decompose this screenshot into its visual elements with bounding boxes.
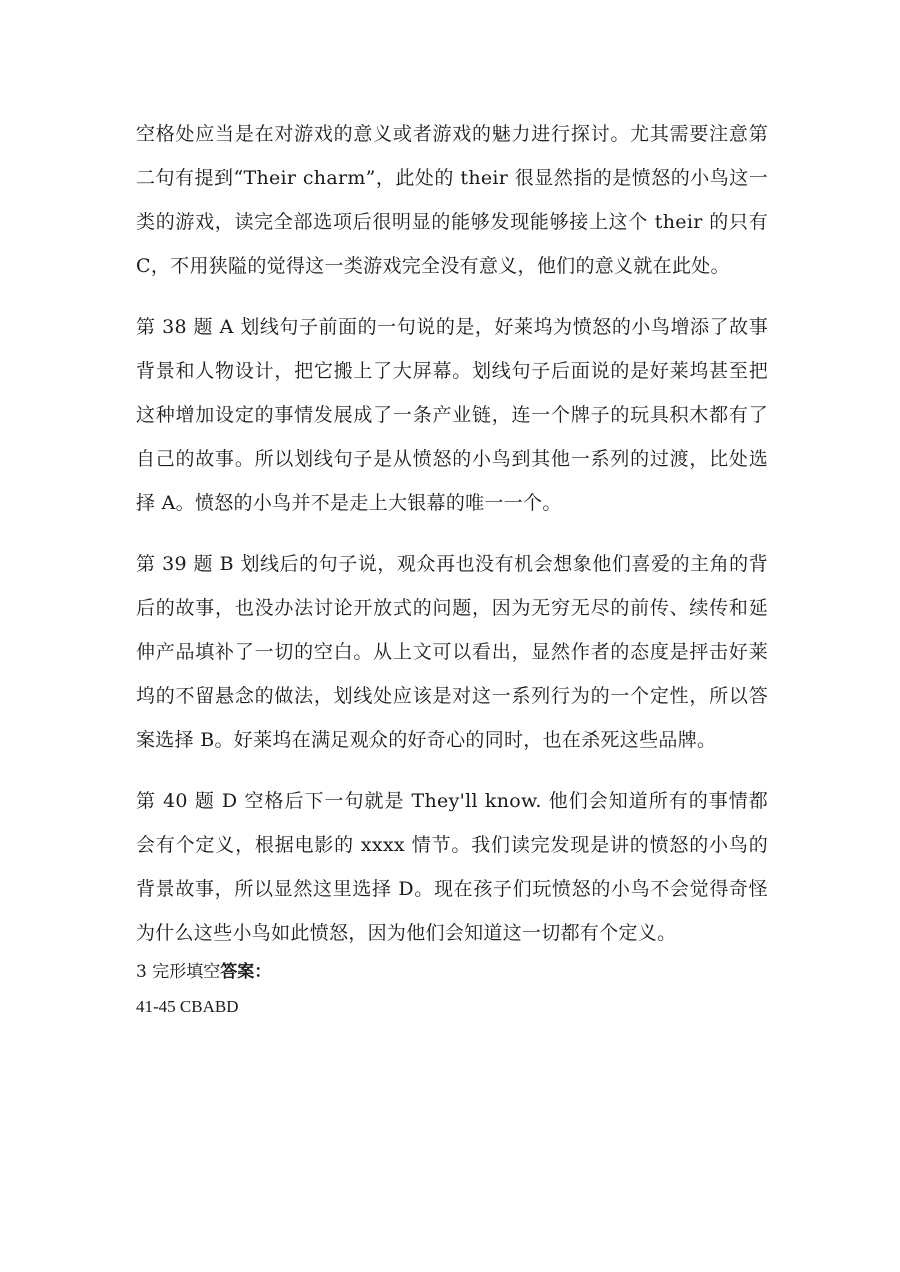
- section-heading: [136, 957, 768, 987]
- section-heading-prefix: 3 完形填空: [136, 962, 221, 982]
- paragraph-38-explanation: 第 38 题 A 划线句子前面的一句说的是，好莱坞为愤怒的小鸟增添了故事背景和人物设计，把它搬上了大屏幕。划线句子后面说的是好莱坞甚至把这种增加设定的事情发展成了一条产业链，连一个牌子的玩具积木都有了自己的故事。所以划线句子是从愤怒的小鸟到其他一系列的过渡，比处选择 A。愤怒的小鸟并不是走上大银幕的唯一一个。: [136, 316, 768, 514]
- paragraph-40-explanation: 第 40 题 D 空格后下一句就是 They'll know. 他们会知道所有的事情都会有个定义，根据电影的 xxxx 情节。我们读完发现是讲的愤怒的小鸟的背景故事，所以显然这里选择 D。现在孩子们玩愤怒的小鸟不会觉得奇怪为什么这些小鸟如此愤怒，因为他们会知道这一切都有个定义。: [136, 790, 768, 944]
- document-page: [136, 112, 768, 1025]
- paragraph-37-explanation: 空格处应当是在对游戏的意义或者游戏的魅力进行探讨。尤其需要注意第二句有提到“Their charm”，此处的 their 很显然指的是愤怒的小鸟这一类的游戏，读完全部选项后很明显的能够发现能够接上这个 their 的只有 C，不用狭隘的觉得这一类游戏完全没有意义，他们的意义就在此处。: [136, 123, 768, 277]
- answer-line: 41-45 CBABD: [136, 997, 239, 1016]
- paragraph-39-explanation: 第 39 题 B 划线后的句子说，观众再也没有机会想象他们喜爱的主角的背后的故事，也没办法讨论开放式的问题，因为无穷无尽的前传、续传和延伸产品填补了一切的空白。从上文可以看出，显然作者的态度是抨击好莱坞的不留悬念的做法，划线处应该是对这一系列行为的一个定性，所以答案选择 B。好莱坞在满足观众的好奇心的同时，也在杀死这些品牌。: [136, 553, 768, 751]
- section-heading-bold: 答案：: [220, 962, 272, 982]
